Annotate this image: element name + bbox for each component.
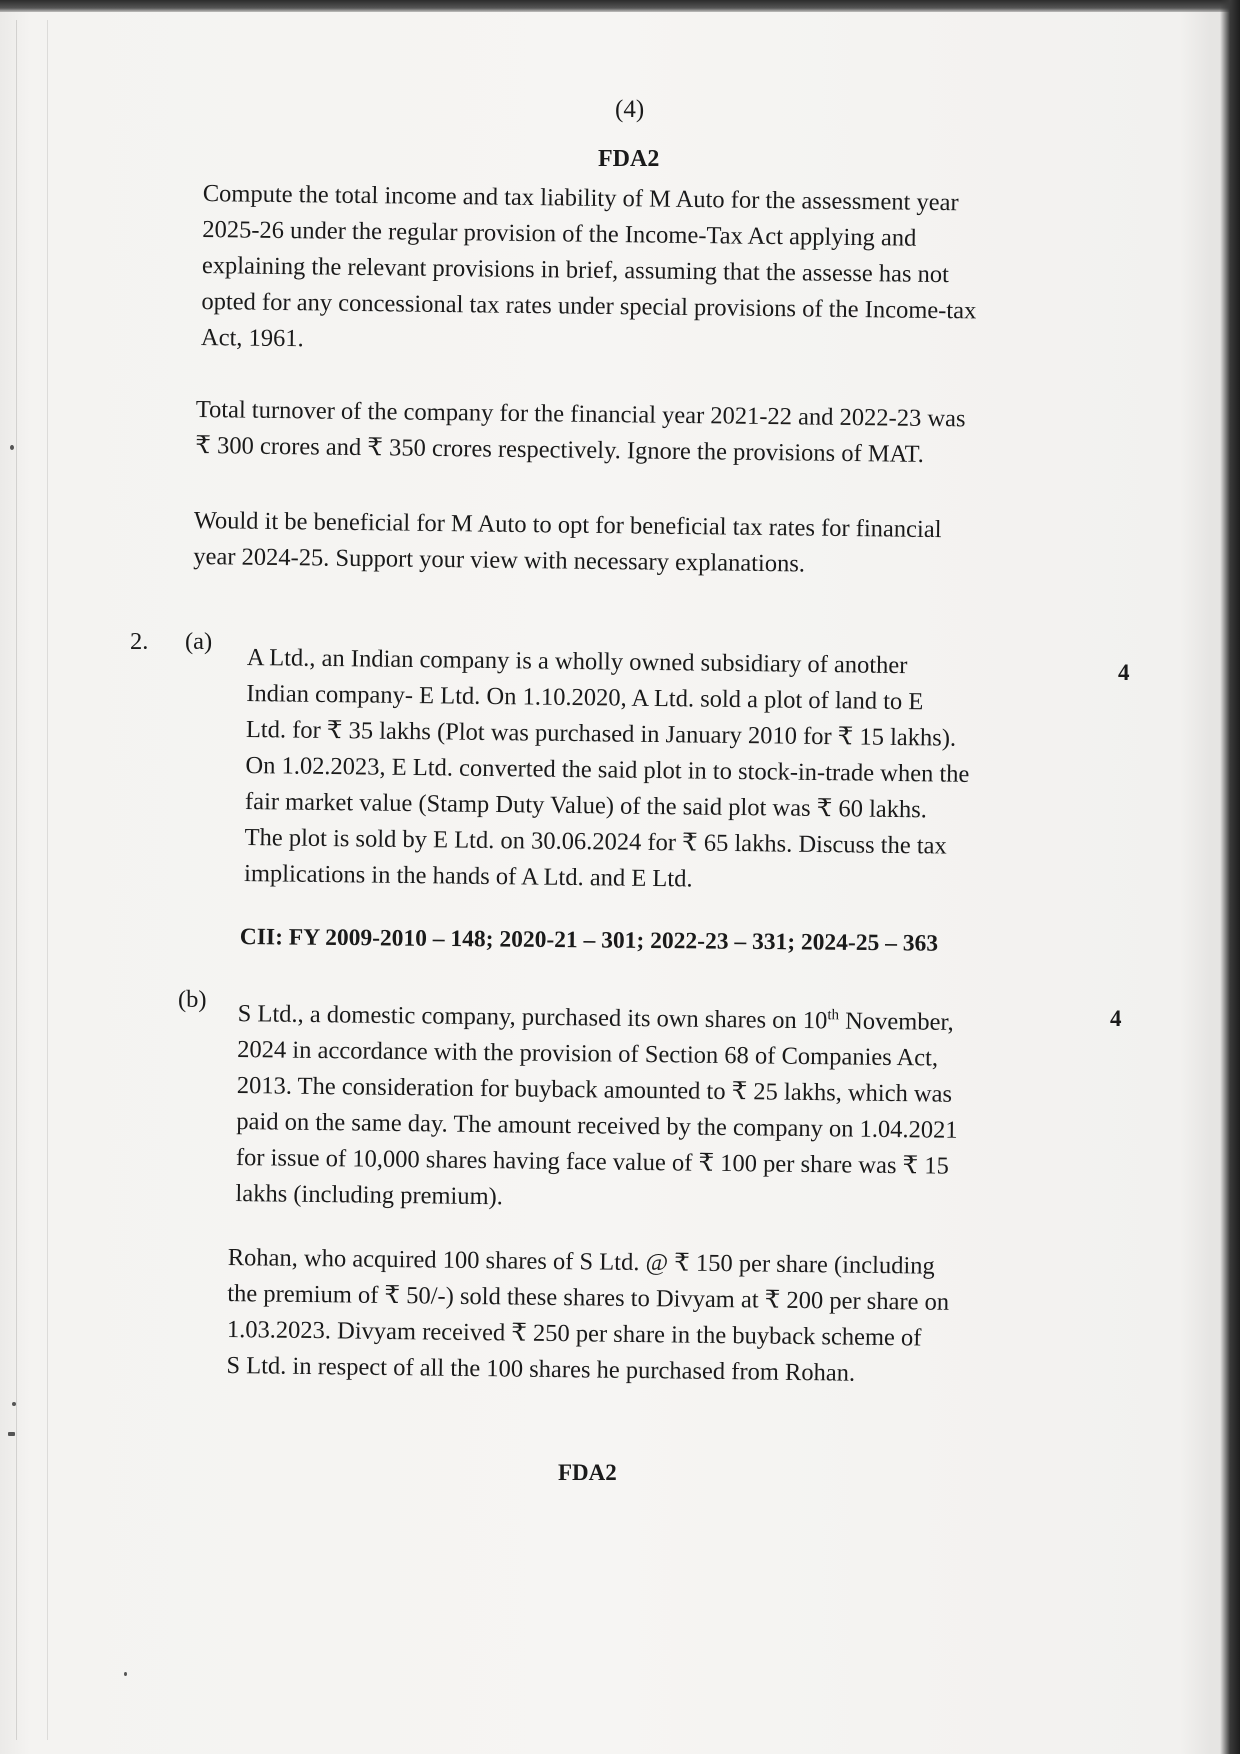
text-line: Compute the total income and tax liability of M Auto for the assessment year [202,179,959,217]
intro-paragraph-3 [193,503,942,584]
text-line: for issue of 10,000 shares having face value of ₹ 100 per share was ₹ 15 [235,1144,949,1180]
text-line: 2013. The consideration for buyback amounted to ₹ 25 lakhs, which was [236,1072,953,1108]
text-line: lakhs (including premium). [235,1180,504,1211]
text-line: ₹ 300 crores and ₹ 350 crores respectively. Ignore the provisions of MAT. [195,431,925,468]
text-line: implications in the hands of A Ltd. and E Ltd. [243,859,693,893]
text-line: Would it be beneficial for M Auto to opt for beneficial tax rates for financial [193,506,942,544]
scan-speck [10,445,14,450]
text-line: S Ltd. in respect of all the 100 shares he purchased from Rohan. [226,1351,856,1387]
scan-speck [12,1402,16,1406]
text-line: year 2024-25. Support your view with necessary explanations. [193,542,806,578]
part-b-paragraph-2 [226,1240,949,1393]
text-line: A Ltd., an Indian company is a wholly owned subsidiary of another [246,643,908,680]
part-a-label: (a) [185,628,213,655]
text-line: explaining the relevant provisions in brief, assuming that the assesse has not [201,251,950,289]
text-line: Indian company- E Ltd. On 1.10.2020, A Ltd. sold a plot of land to E [246,679,924,716]
text-line: Ltd. for ₹ 35 lakhs (Plot was purchased in January 2010 for ₹ 15 lakhs). [245,715,957,752]
intro-paragraph-2 [195,392,966,473]
text-line: paid on the same day. The amount received by the company on 1.04.2021 [236,1108,958,1144]
line-end: November, [838,1007,954,1036]
part-a-text [244,640,971,901]
text-line: 2025-26 under the regular provision of the Income-Tax Act applying and [202,215,917,252]
text-line: Rohan, who acquired 100 shares of S Ltd. @ ₹ 150 per share (including [227,1243,935,1280]
text-line: On 1.02.2023, E Ltd. converted the said plot in to stock-in-trade when the [245,751,970,788]
question-number: 2. [130,628,149,655]
paper-code-footer: FDA2 [558,1460,617,1485]
page-stack-edge [16,20,48,1740]
text-line: Total turnover of the company for the financial year 2021-22 and 2022-23 was [195,395,966,433]
scan-speck [8,1432,15,1436]
text-line: 1.03.2023. Divyam received ₹ 250 per share in the buyback scheme of [226,1315,922,1352]
line-start: S Ltd., a domestic company, purchased its own shares on 10 [237,1000,828,1035]
part-b-label: (b) [178,986,207,1013]
scan-top-shadow [0,0,1240,12]
text-line: opted for any concessional tax rates under special provisions of the Income-tax [201,287,977,325]
ordinal-suffix: th [827,1007,840,1024]
text-line: 2024 in accordance with the provision of Section 68 of Companies Act, [237,1036,939,1072]
intro-paragraph-1 [201,176,978,365]
text-line: Act, 1961. [200,323,304,353]
text-line: fair market value (Stamp Duty Value) of the said plot was ₹ 60 lakhs. [244,787,928,824]
part-a-marks: 4 [1118,660,1130,685]
part-b-text [235,990,959,1221]
part-b-marks: 4 [1110,1006,1122,1031]
scan-right-shadow [1220,0,1240,1754]
paper-code-header: FDA2 [598,146,660,172]
cii-values: CII: FY 2009-2010 – 148; 2020-21 – 301; 2022-23 – 331; 2024-25 – 363 [239,924,939,957]
page-number: (4) [615,96,645,123]
text-line: The plot is sold by E Ltd. on 30.06.2024 for ₹ 65 lakhs. Discuss the tax [244,823,947,860]
text-line: the premium of ₹ 50/-) sold these shares to Divyam at ₹ 200 per share on [227,1279,950,1316]
scan-speck [124,1672,127,1676]
